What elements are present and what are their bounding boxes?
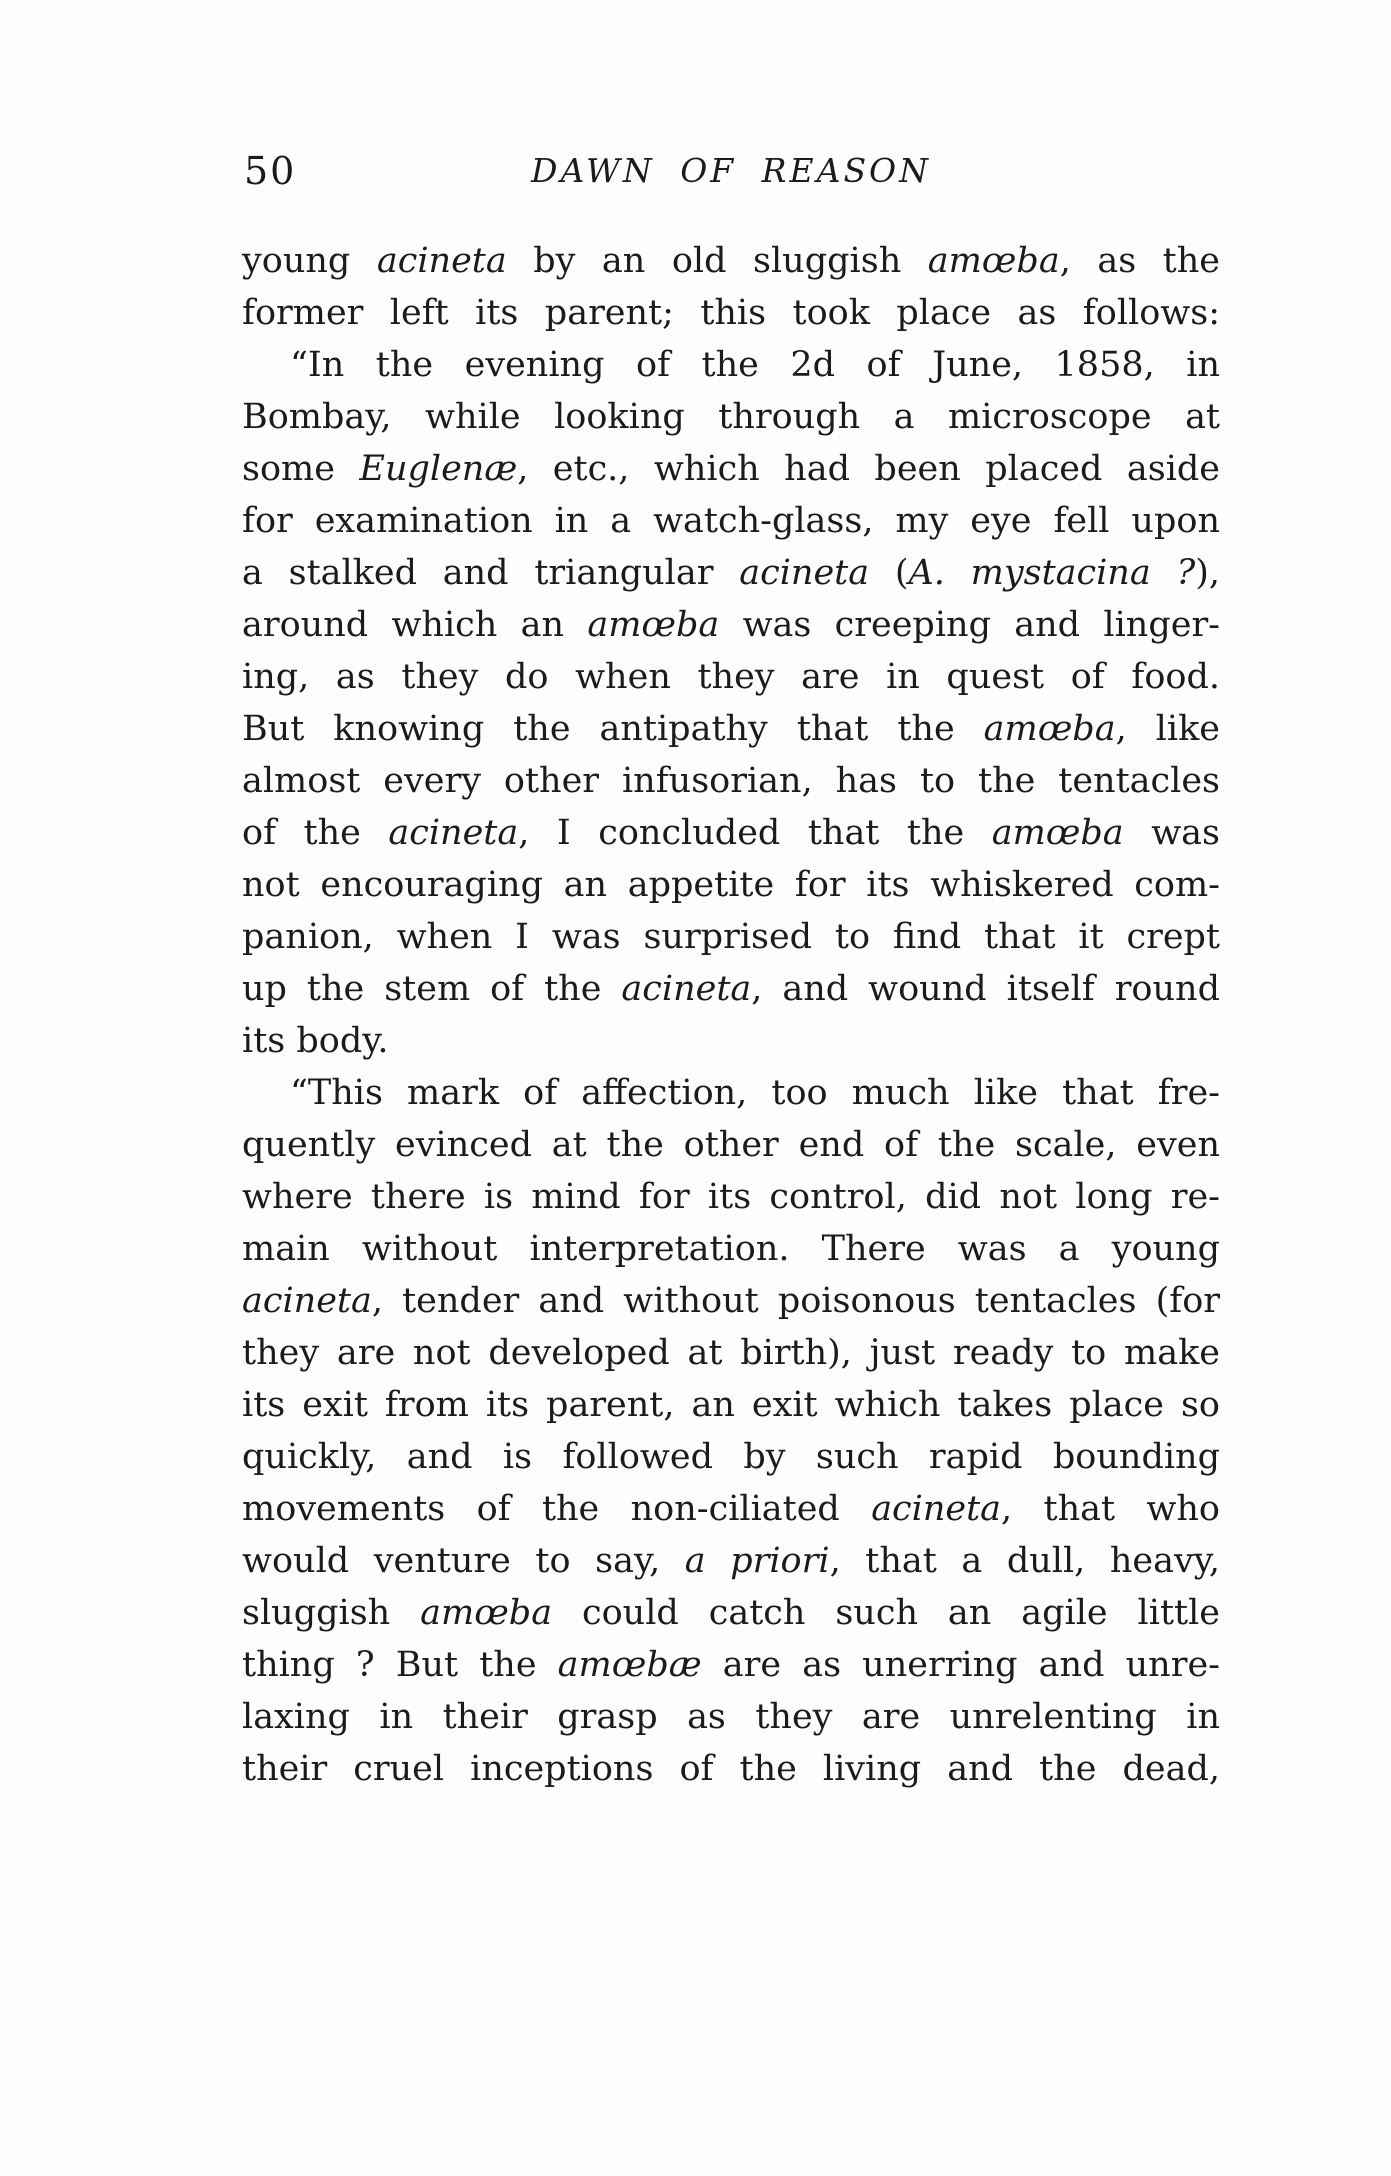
text-line: where there is mind for its control, did not long re-: [242, 1177, 1220, 1217]
text-line: main without interpretation. There was a young: [242, 1229, 1220, 1269]
text-line: former left its parent; this took place as follows:: [242, 293, 1220, 333]
text-line: around which an amœba was creeping and linger-: [242, 605, 1220, 645]
body-text: [242, 235, 1220, 1795]
text-line: laxing in their grasp as they are unrelenting in: [242, 1697, 1220, 1737]
text-line: Bombay, while looking through a microscope at: [242, 397, 1220, 437]
text-line: “This mark of affection, too much like that fre-: [290, 1073, 1220, 1113]
text-line: panion, when I was surprised to find that it crept: [242, 917, 1220, 957]
text-line: they are not developed at birth), just ready to make: [242, 1333, 1220, 1373]
text-line: of the acineta, I concluded that the amœba was: [242, 813, 1220, 853]
page-header: [242, 150, 1220, 200]
text-line: its body.: [242, 1021, 389, 1061]
text-line: acineta, tender and without poisonous tentacles (for: [242, 1281, 1220, 1321]
running-title: DAWN OF REASON: [531, 151, 931, 190]
text-line: not encouraging an appetite for its whiskered com-: [242, 865, 1220, 905]
text-line: sluggish amœba could catch such an agile little: [242, 1593, 1220, 1633]
text-line: “In the evening of the 2d of June, 1858, in: [290, 345, 1220, 385]
text-line: would venture to say, a priori, that a dull, heavy,: [242, 1541, 1221, 1581]
text-line: quently evinced at the other end of the scale, even: [242, 1125, 1220, 1165]
text-line: their cruel inceptions of the living and the dead,: [242, 1749, 1220, 1789]
text-line: some Euglenæ, etc., which had been placed aside: [242, 449, 1221, 489]
text-line: a stalked and triangular acineta (A. mystacina ?),: [242, 553, 1221, 593]
text-line: young acineta by an old sluggish amœba, as the: [242, 241, 1220, 281]
text-line: almost every other infusorian, has to the tentacles: [242, 761, 1220, 801]
text-line: quickly, and is followed by such rapid bounding: [242, 1437, 1220, 1477]
text-line: movements of the non-ciliated acineta, that who: [242, 1489, 1220, 1529]
text-line: ing, as they do when they are in quest of food.: [242, 657, 1220, 697]
text-line: for examination in a watch-glass, my eye fell upon: [242, 501, 1220, 541]
text-line: up the stem of the acineta, and wound itself round: [242, 969, 1220, 1009]
text-line: its exit from its parent, an exit which takes place so: [242, 1385, 1220, 1425]
text-line: thing ? But the amœbæ are as unerring and unre-: [242, 1645, 1220, 1685]
text-line: But knowing the antipathy that the amœba, like: [242, 709, 1220, 749]
page-number: 50: [244, 149, 297, 193]
